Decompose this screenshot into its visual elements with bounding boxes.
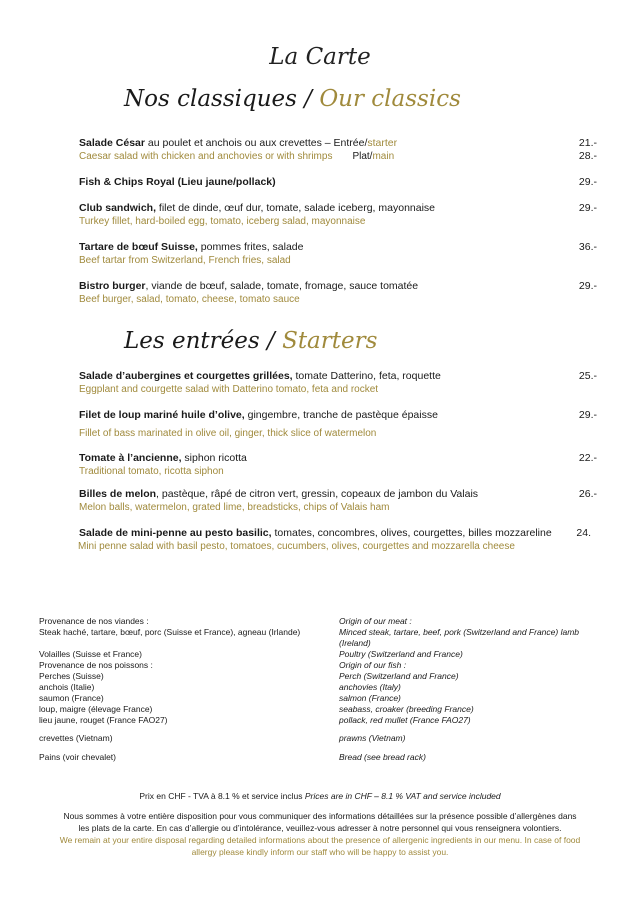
item-name: Club sandwich, bbox=[79, 202, 157, 214]
item-en: Eggplant and courgette salad with Datterino tomato, feta and rocket bbox=[79, 384, 379, 395]
item-price: 21.- 28.- bbox=[578, 137, 597, 162]
item-price: 25.- bbox=[578, 370, 597, 382]
item-desc: gingembre, tranche de pastèque épaisse bbox=[244, 409, 438, 421]
menu-item-filet-loup bbox=[79, 409, 597, 440]
item-name: Bistro burger bbox=[79, 280, 146, 292]
item-en: Beef tartar from Switzerland, French fries, salad bbox=[79, 255, 291, 266]
item-en: Traditional tomato, ricotta siphon bbox=[79, 466, 224, 477]
item-name: Tomate à l’ancienne, bbox=[79, 452, 182, 464]
menu-item-tomate bbox=[79, 452, 597, 478]
item-desc: filet de dinde, œuf dur, tomate, salade iceberg, mayonnaise bbox=[156, 202, 436, 214]
item-en-gold: main bbox=[372, 151, 395, 162]
origins-fr: Provenance de nos viandes : Steak haché, tartare, bœuf, porc (Suisse et France), agneau (Irlande) Volailles (Suisse et France) Provenance de nos poissons : Perches (Suisse) anchois (Italie) saumon (France) loup, maigre (élevage France) lieu jaune, rouget (France FAO27) crevettes (Vietnam) Pains (voir chevalet) bbox=[39, 616, 301, 762]
item-price: 29.- bbox=[578, 409, 597, 421]
item-name: Filet de loup mariné huile d’olive, bbox=[79, 409, 245, 421]
section-sep: / bbox=[296, 86, 320, 112]
menu-item-mini-penne bbox=[79, 527, 591, 553]
item-en-black: Plat/ bbox=[352, 151, 373, 162]
item-en: Beef burger, salad, tomato, cheese, tomato sauce bbox=[79, 294, 300, 305]
item-en: Turkey fillet, hard-boiled egg, tomato, iceberg salad, mayonnaise bbox=[79, 216, 366, 227]
item-name: Salade d’aubergines et courgettes grillées, bbox=[79, 370, 293, 382]
item-name: Salade César bbox=[79, 137, 145, 149]
item-price: 29.- bbox=[578, 202, 597, 214]
item-desc: tomate Datterino, feta, roquette bbox=[292, 370, 441, 382]
item-price: 24. bbox=[576, 527, 591, 539]
item-en: Mini penne salad with basil pesto, tomatoes, cucumbers, olives, courgettes and mozzarella cheese bbox=[78, 541, 515, 552]
section-fr: Nos classiques bbox=[124, 86, 297, 112]
prices-note: Prix en CHF - TVA à 8.1 % et service inclus Prices are in CHF – 8.1 % VAT and service included bbox=[139, 791, 501, 801]
section-heading-classics bbox=[124, 86, 461, 112]
page-title: La Carte bbox=[269, 44, 371, 70]
item-name: Billes de melon bbox=[79, 488, 157, 500]
item-desc-gold: starter bbox=[367, 137, 398, 149]
section-sep: / bbox=[259, 328, 283, 354]
section-en: Our classics bbox=[319, 86, 461, 112]
item-desc: tomates, concombres, olives, courgettes, billes mozzareline bbox=[271, 527, 552, 539]
item-name: Tartare de bœuf Suisse, bbox=[79, 241, 198, 253]
item-desc: siphon ricotta bbox=[181, 452, 247, 464]
allergy-note-en: We remain at your entire disposal regarding detailed informations about the presence of allergenic ingredients in our menu. In case of food allergy please kindly inform our staff who will be happy to assist you. bbox=[59, 835, 581, 857]
item-price: 29.- bbox=[578, 280, 597, 292]
section-heading-starters bbox=[124, 328, 377, 354]
allergy-note-fr: Nous sommes à votre entière disposition pour vous communiquer des informations détaillées sur la présence possible d’allergènes dans les plats de la carte. En cas d’allergie ou d’intolérance, veuillez-vous adresser à notre personnel qui vous renseignera volontiers. bbox=[63, 811, 577, 833]
item-desc: pommes frites, salade bbox=[197, 241, 304, 253]
menu-item-bistro-burger bbox=[79, 280, 597, 306]
section-fr: Les entrées bbox=[124, 328, 260, 354]
item-price: 26.- bbox=[578, 488, 597, 500]
item-name: Fish & Chips Royal (Lieu jaune/pollack) bbox=[79, 176, 276, 188]
menu-item-salade-cesar bbox=[79, 137, 597, 163]
section-en: Starters bbox=[282, 328, 378, 354]
item-en: Melon balls, watermelon, grated lime, breadsticks, chips of Valais ham bbox=[79, 502, 390, 513]
item-en: Caesar salad with chicken and anchovies or with shrimps bbox=[79, 151, 333, 162]
menu-item-salade-aubergines bbox=[79, 370, 597, 396]
item-name: Salade de mini-penne au pesto basilic, bbox=[79, 527, 272, 539]
menu-item-fish-chips bbox=[79, 176, 597, 189]
item-desc: , viande de bœuf, salade, tomate, fromage, sauce tomatée bbox=[145, 280, 419, 292]
item-en: Fillet of bass marinated in olive oil, ginger, thick slice of watermelon bbox=[79, 428, 377, 439]
item-desc: , pastèque, râpé de citron vert, gressin, copeaux de jambon du Valais bbox=[156, 488, 479, 500]
menu-item-club-sandwich bbox=[79, 202, 597, 228]
item-desc: au poulet et anchois ou aux crevettes – Entrée/ bbox=[144, 137, 368, 149]
item-price: 36.- bbox=[578, 241, 597, 253]
item-price: 22.- bbox=[578, 452, 597, 464]
origins-en: Origin of our meat : Minced steak, tartare, beef, pork (Switzerland and France) lamb (Ireland) Poultry (Switzerland and France) Origin of our fish : Perch (Switzerland and France) anchovies (Italy) salmon (France) seabass, croaker (breeding France) pollack, red mullet (France FAO27) prawns (Vietnam) Bread (see bread rack) bbox=[339, 616, 579, 762]
item-price: 29.- bbox=[578, 176, 597, 188]
menu-item-billes-melon bbox=[79, 488, 597, 514]
menu-item-tartare bbox=[79, 241, 597, 267]
